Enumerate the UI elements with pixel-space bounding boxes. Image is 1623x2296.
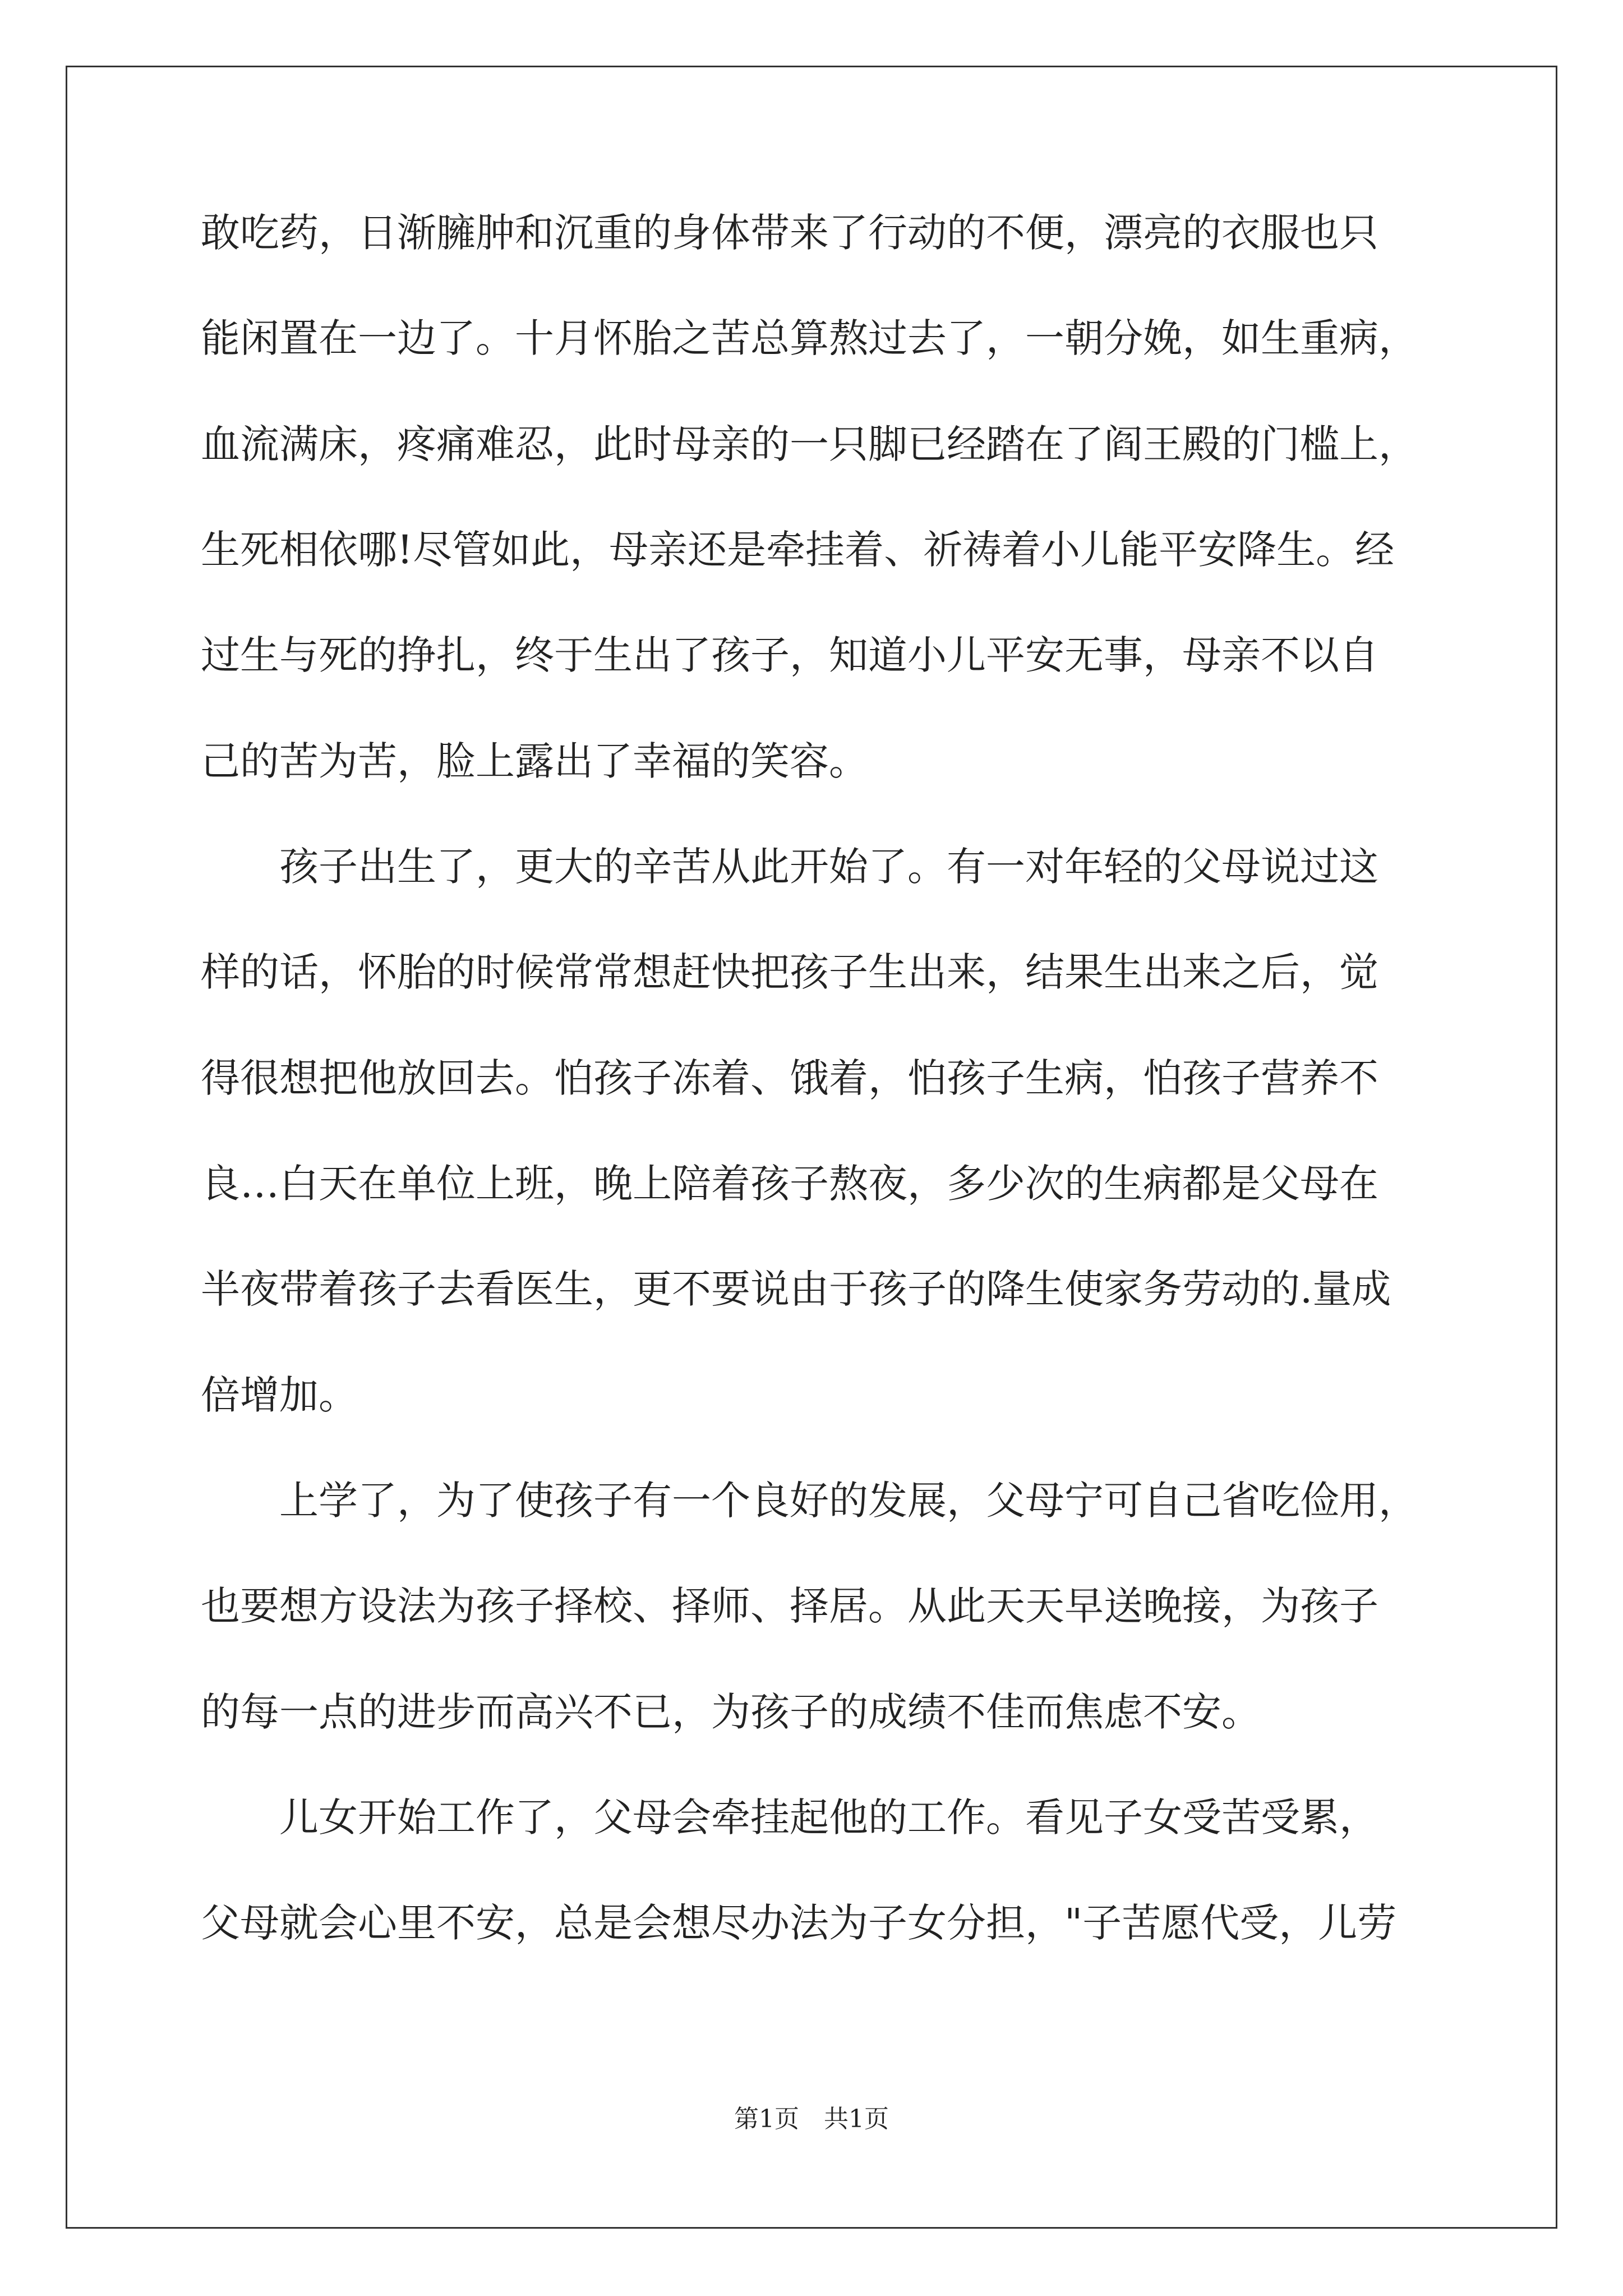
page-number-footer: 第1页 共1页 bbox=[734, 2105, 889, 2133]
paragraph-first-line: 儿女开始工作了，父母会牵挂起他的工作。看见子女受苦受累， bbox=[279, 1795, 1378, 1841]
text-line: 己的苦为苦，脸上露出了幸福的笑容。 bbox=[201, 738, 868, 784]
text-line: 父母就会心里不安，总是会想尽办法为子女分担，"子苦愿代受，儿劳 bbox=[201, 1900, 1397, 1946]
text-line: 敢吃药，日渐臃肿和沉重的身体带来了行动的不便，漂亮的衣服也只 bbox=[201, 210, 1378, 256]
text-line: 能闲置在一边了。十月怀胎之苦总算熬过去了，一朝分娩，如生重病， bbox=[201, 315, 1418, 361]
text-line: 得很想把他放回去。怕孩子冻着、饿着，怕孩子生病，怕孩子营养不 bbox=[201, 1055, 1378, 1101]
text-line: 生死相依哪!尽管如此，母亲还是牵挂着、祈祷着小儿能平安降生。经 bbox=[201, 527, 1395, 573]
text-line: 过生与死的挣扎，终于生出了孩子，知道小儿平安无事，母亲不以自 bbox=[201, 632, 1378, 678]
text-line: 血流满床，疼痛难忍，此时母亲的一只脚已经踏在了阎王殿的门槛上， bbox=[201, 421, 1418, 467]
text-line: 半夜带着孩子去看医生，更不要说由于孩子的降生使家务劳动的.量成 bbox=[201, 1266, 1391, 1312]
text-line: 良…白天在单位上班，晚上陪着孩子熬夜，多少次的生病都是父母在 bbox=[201, 1161, 1378, 1207]
text-line: 样的话，怀胎的时候常常想赶快把孩子生出来，结果生出来之后，觉 bbox=[201, 949, 1378, 995]
text-line: 也要想方设法为孩子择校、择师、择居。从此天天早送晚接，为孩子 bbox=[201, 1583, 1378, 1629]
paragraph-first-line: 孩子出生了，更大的辛苦从此开始了。有一对年轻的父母说过这 bbox=[279, 844, 1378, 890]
text-line: 倍增加。 bbox=[201, 1372, 358, 1418]
paragraph-first-line: 上学了，为了使孩子有一个良好的发展，父母宁可自己省吃俭用， bbox=[279, 1478, 1418, 1524]
text-line: 的每一点的进步而高兴不已，为孩子的成绩不佳而焦虑不安。 bbox=[201, 1689, 1261, 1735]
